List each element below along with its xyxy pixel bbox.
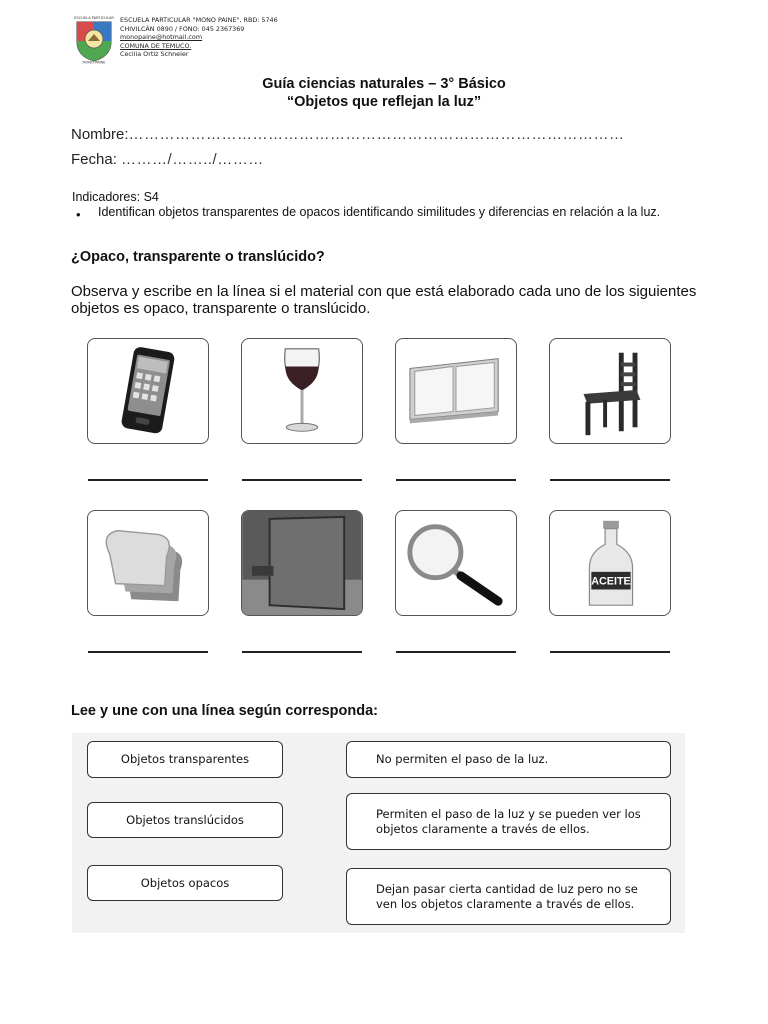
name-field[interactable] xyxy=(71,126,625,143)
page-subtitle: “Objetos que reflejan la luz” xyxy=(286,94,482,110)
glass-pane-icon xyxy=(242,511,362,615)
school-name: ESCUELA PARTICULAR "MONO PAINE", RBD: 5746 xyxy=(120,16,278,24)
image-card-oil-bottle xyxy=(549,510,671,616)
name-label: Nombre: xyxy=(71,126,129,143)
match-left-translucent[interactable]: Objetos translúcidos xyxy=(87,802,283,838)
school-address: CHIVILCÁN 0890 / FONO: 045 2367369 xyxy=(120,24,245,33)
image-card-bread xyxy=(87,510,209,616)
bottle-label: ACEITE xyxy=(591,575,631,588)
magnifier-icon xyxy=(396,511,516,615)
answer-line-7[interactable] xyxy=(396,651,516,653)
date-field[interactable] xyxy=(71,151,264,168)
answer-line-4[interactable] xyxy=(550,479,670,481)
phone-icon xyxy=(88,339,208,443)
school-info xyxy=(120,16,278,59)
oil-bottle-icon xyxy=(550,511,670,615)
logo-top-text: ESCUELA PARTICULAR xyxy=(74,16,114,20)
bullet-icon: • xyxy=(76,207,81,222)
indicator-item: Identifican objetos transparentes de opacos identificando similitudes y diferencias en relación a la luz. xyxy=(98,205,661,219)
image-card-chair xyxy=(549,338,671,444)
chair-icon xyxy=(550,339,670,443)
image-card-phone xyxy=(87,338,209,444)
indicators-title: Indicadores: S4 xyxy=(72,190,159,204)
matching-panel xyxy=(72,733,685,933)
match-right-3[interactable]: Dejan pasar cierta cantidad de luz pero no se ven los objetos claramente a través de ellos. xyxy=(346,868,671,925)
window-icon xyxy=(396,339,516,443)
name-dots: …………………………………………………………………………………… xyxy=(128,126,625,143)
answer-line-3[interactable] xyxy=(396,479,516,481)
match-left-transparent[interactable]: Objetos transparentes xyxy=(87,741,283,778)
date-dots: ………/……../……… xyxy=(121,151,264,168)
answer-line-1[interactable] xyxy=(88,479,208,481)
section2-heading: Lee y une con una línea según corresponda: xyxy=(71,703,378,719)
school-logo xyxy=(72,14,116,64)
section1-instruction: Observa y escribe en la línea si el material con que está elaborado cada uno de los siguientes objetos es opaco, transparente o translúcido. xyxy=(71,283,697,317)
logo-bottom-text: MONO PAINE xyxy=(82,60,106,64)
image-card-magnifier xyxy=(395,510,517,616)
answer-line-8[interactable] xyxy=(550,651,670,653)
school-email: monopaine@hotmail.com xyxy=(120,33,203,42)
match-right-1[interactable]: No permiten el paso de la luz. xyxy=(346,741,671,778)
section1-heading: ¿Opaco, transparente o translúcido? xyxy=(71,249,325,265)
answer-line-5[interactable] xyxy=(88,651,208,653)
match-right-2[interactable]: Permiten el paso de la luz y se pueden ver los objetos claramente a través de ellos. xyxy=(346,793,671,850)
match-left-opaque[interactable]: Objetos opacos xyxy=(87,865,283,901)
bread-icon xyxy=(88,511,208,615)
date-label: Fecha: xyxy=(71,151,117,168)
wine-glass-icon xyxy=(242,339,362,443)
answer-line-6[interactable] xyxy=(242,651,362,653)
answer-line-2[interactable] xyxy=(242,479,362,481)
image-card-glass-pane xyxy=(241,510,363,616)
image-card-window xyxy=(395,338,517,444)
page-title: Guía ciencias naturales – 3° Básico xyxy=(262,76,506,92)
school-header xyxy=(72,12,287,66)
school-commune: COMUNA DE TEMUCO. xyxy=(120,41,192,50)
teacher-name: Cecilia Ortiz Schneier xyxy=(120,50,189,59)
image-card-wine-glass xyxy=(241,338,363,444)
